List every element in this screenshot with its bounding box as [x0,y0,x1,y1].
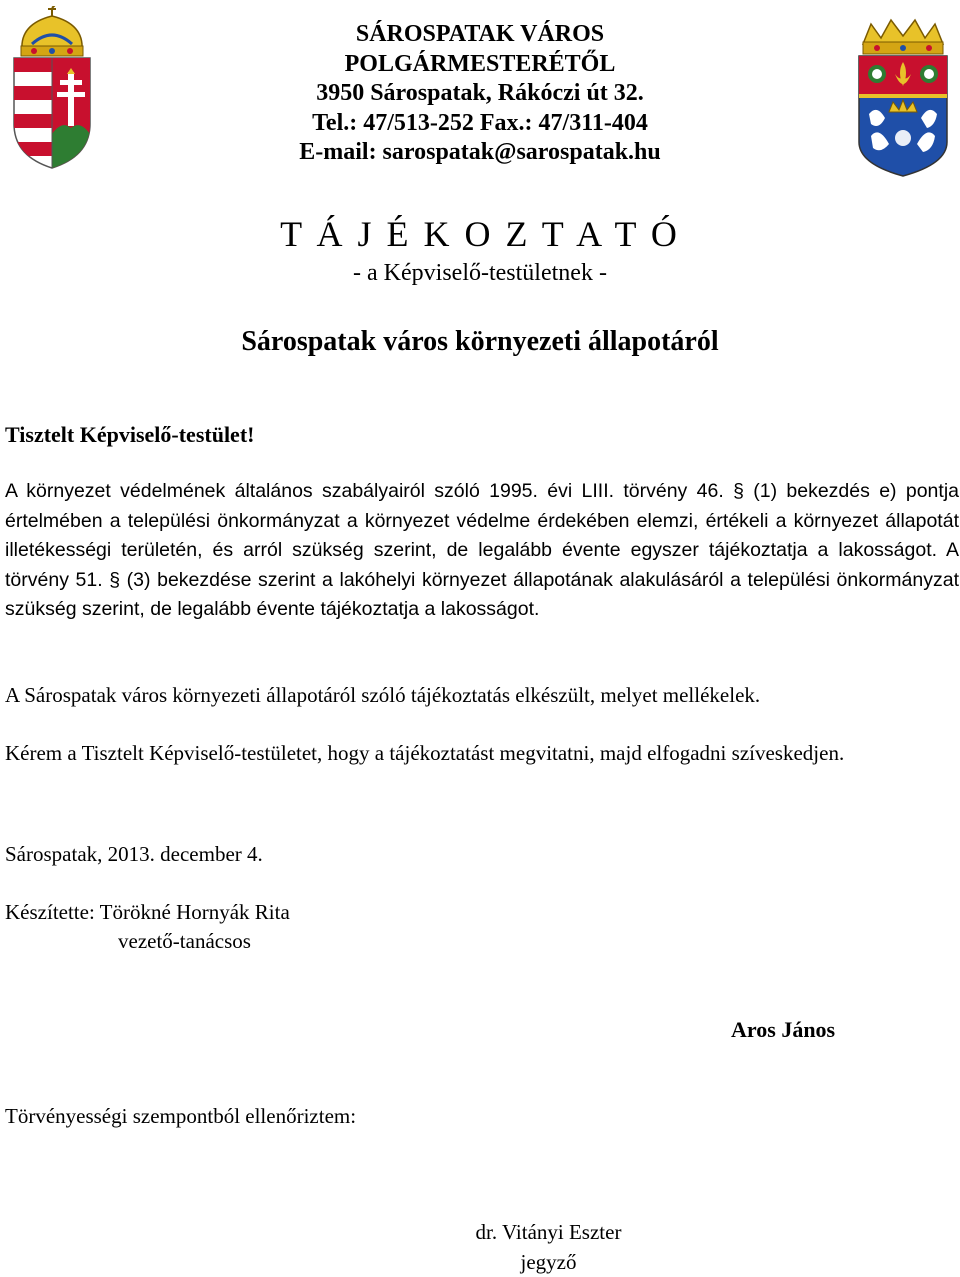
signatory-name: Aros János [731,1015,835,1045]
notary-role: jegyző [0,1248,960,1277]
letterhead-line-city: SÁROSPATAK VÁROS [0,20,960,50]
letterhead-line-office: POLGÁRMESTERÉTŐL [0,50,960,80]
document-title: T Á J É K O Z T A T Ó [0,212,960,256]
notary-block [0,1218,960,1277]
notary-name: dr. Vitányi Eszter [0,1218,960,1248]
paragraph-request: Kérem a Tisztelt Képviselő-testületet, hogy a tájékoztatást megvitatni, majd elfogadni szíveskedjen. [5,739,959,769]
document-subtitle: - a Képviselő-testületnek - [0,258,960,288]
letterhead [0,20,960,168]
prepared-by-label: Készítette: [5,900,95,924]
legal-check-statement: Törvényességi szempontból ellenőriztem: [5,1102,356,1132]
prepared-by-name: Törökné Hornyák Rita [100,900,290,924]
paragraph-legal-basis: A környezet védelmének általános szabályairól szóló 1995. évi LIII. törvény 46. § (1) bekezdés e) pontja értelmében a települési önkormányzat a környezet védelme érdekében elemzi, értékeli a környezet állapotát illetékességi területén, és arról szükség szerint, de legalább évente egyszer tájékoztatja a lakosságot. A törvény 51. § (3) bekezdése szerint a lakóhelyi környezet állapotának alakulásáról a települési önkormányzat szükség szerint, de legalább évente tájékoztatja a lakosságot. [5,477,959,625]
document-topic: Sárospatak város környezeti állapotáról [0,325,960,359]
paragraph-report-ready: A Sárospatak város környezeti állapotáról szóló tájékoztatás elkészült, melyet mellékelek. [5,681,959,711]
letterhead-line-phone-fax: Tel.: 47/513-252 Fax.: 47/311-404 [0,109,960,139]
prepared-by [5,898,290,928]
date-line: Sárospatak, 2013. december 4. [5,840,263,870]
prepared-by-role: vezető-tanácsos [118,927,251,957]
letterhead-line-address: 3950 Sárospatak, Rákóczi út 32. [0,79,960,109]
salutation: Tisztelt Képviselő-testület! [5,420,254,450]
letterhead-line-email: E-mail: sarospatak@sarospatak.hu [0,138,960,168]
